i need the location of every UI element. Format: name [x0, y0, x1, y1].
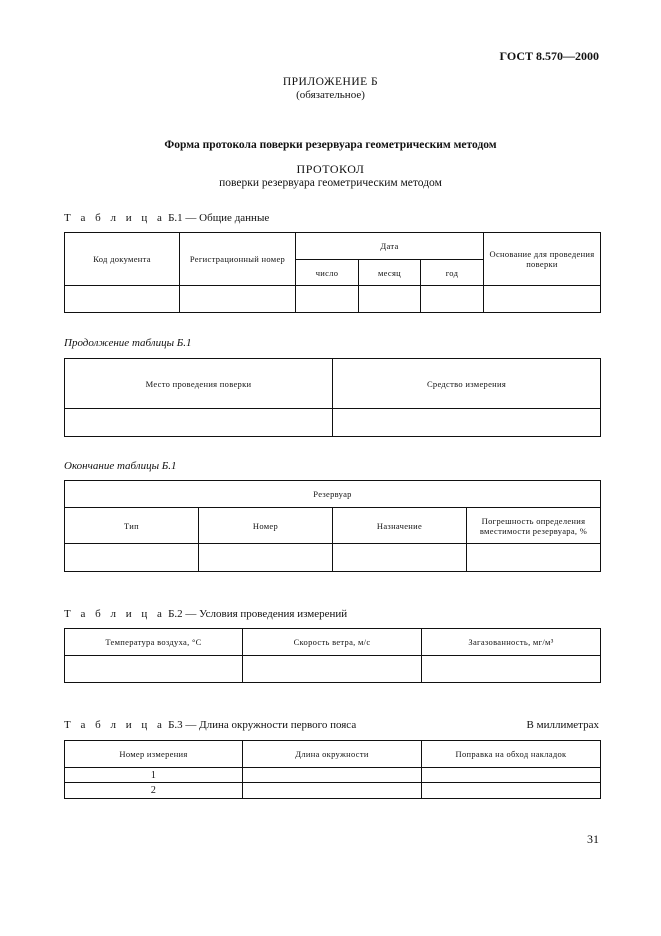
- table-cell: [333, 544, 467, 572]
- table-b1-caption-rest: Б.1 — Общие данные: [168, 212, 270, 224]
- table-cell: [65, 544, 199, 572]
- col-reg-number: Регистрационный номер: [180, 233, 296, 286]
- table-cell: [65, 409, 333, 437]
- table-cell: [422, 768, 601, 783]
- table-b2-caption-prefix: Т а б л и ц а: [64, 608, 166, 620]
- col-date: Дата: [296, 233, 484, 260]
- table-b1-caption: [64, 212, 269, 224]
- table-cell: [296, 286, 359, 313]
- col-number: Номер: [199, 508, 333, 544]
- col-doc-code: Код документа: [65, 233, 180, 286]
- table-b1-caption-prefix: Т а б л и ц а: [64, 212, 166, 224]
- col-type: Тип: [65, 508, 199, 544]
- col-error: Погрешность определения вместимости резервуара, %: [467, 508, 601, 544]
- table-b3: [64, 740, 601, 799]
- table-cell: [243, 656, 422, 683]
- col-month: месяц: [359, 260, 421, 286]
- col-gas: Загазованность, мг/м³: [422, 629, 601, 656]
- gost-header: ГОСТ 8.570—2000: [499, 49, 599, 63]
- protocol-subtitle: поверки резервуара геометрическим методом: [219, 177, 442, 189]
- col-temp: Температура воздуха, °С: [65, 629, 243, 656]
- table-cell: [199, 544, 333, 572]
- table-b2-caption: [64, 608, 347, 620]
- table-b2: [64, 628, 601, 683]
- col-meas-no: Номер измерения: [65, 741, 243, 768]
- table-b1-cont-caption: Продолжение таблицы Б.1: [64, 337, 192, 349]
- table-b1-end-caption: Окончание таблицы Б.1: [64, 460, 177, 472]
- form-title: Форма протокола поверки резервуара геометрическим методом: [164, 139, 497, 151]
- table-cell: [422, 783, 601, 799]
- table-cell: [180, 286, 296, 313]
- table-cell: [243, 783, 422, 799]
- col-length: Длина окружности: [243, 741, 422, 768]
- table-cell: [333, 409, 601, 437]
- col-instrument: Средство измерения: [333, 359, 601, 409]
- page-number: 31: [587, 832, 599, 846]
- table-cell: [484, 286, 601, 313]
- table-b3-caption: [64, 719, 356, 731]
- appendix-subtitle: (обязательное): [296, 89, 365, 101]
- table-b3-caption-rest: Б.3 — Длина окружности первого пояса: [168, 719, 357, 731]
- table-cell: [243, 768, 422, 783]
- table-b3-caption-prefix: Т а б л и ц а: [64, 719, 166, 731]
- col-day: число: [296, 260, 359, 286]
- table-b1-cont: [64, 358, 601, 437]
- table-cell: [65, 286, 180, 313]
- table-cell: [467, 544, 601, 572]
- table-b3-units: В миллиметрах: [526, 719, 599, 731]
- col-purpose: Назначение: [333, 508, 467, 544]
- table-cell: [359, 286, 421, 313]
- row-number: 1: [65, 768, 243, 783]
- protocol-title: ПРОТОКОЛ: [296, 162, 365, 176]
- table-b1: [64, 232, 601, 313]
- col-place: Место проведения поверки: [65, 359, 333, 409]
- col-year: год: [421, 260, 484, 286]
- row-number: 2: [65, 783, 243, 799]
- table-row: [65, 768, 601, 783]
- col-reservoir: Резервуар: [65, 481, 601, 508]
- table-b2-caption-rest: Б.2 — Условия проведения измерений: [168, 608, 348, 620]
- table-b1-end: [64, 480, 601, 572]
- table-row: [65, 783, 601, 799]
- col-wind: Скорость ветра, м/с: [243, 629, 422, 656]
- appendix-title: ПРИЛОЖЕНИЕ Б: [282, 76, 379, 88]
- table-cell: [421, 286, 484, 313]
- table-cell: [422, 656, 601, 683]
- col-basis: Основание для проведения поверки: [484, 233, 601, 286]
- table-cell: [65, 656, 243, 683]
- col-correction: Поправка на обход накладок: [422, 741, 601, 768]
